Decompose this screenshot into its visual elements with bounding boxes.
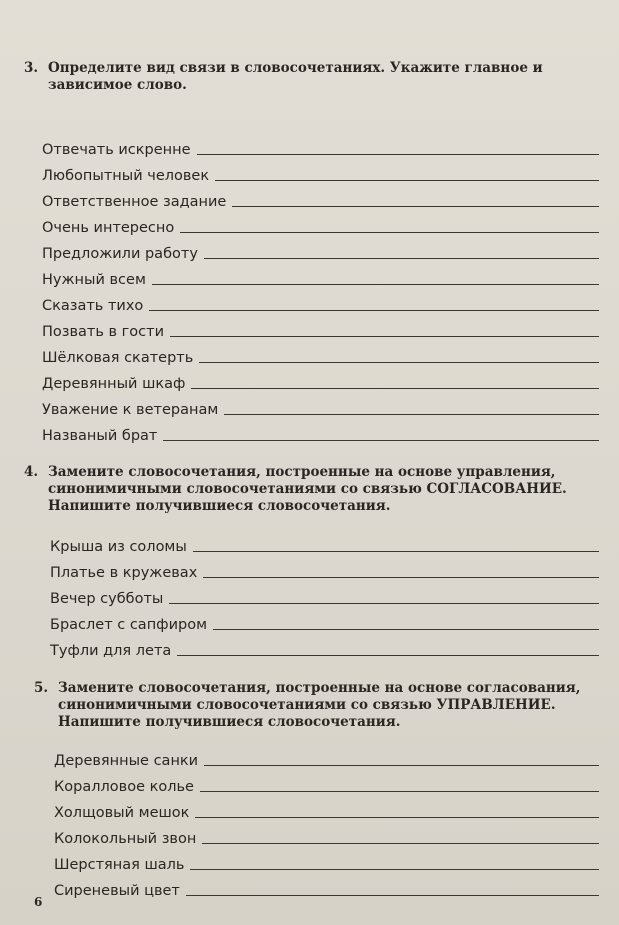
answer-row	[54, 847, 599, 873]
task-4	[24, 464, 599, 659]
phrase-label: Очень интересно	[42, 220, 175, 236]
answer-blank[interactable]	[203, 577, 599, 578]
phrase-label: Коралловое колье	[54, 779, 194, 795]
page-number: 6	[34, 895, 43, 909]
answer-row	[50, 555, 599, 581]
phrase-label: Отвечать искренне	[42, 142, 191, 158]
answer-blank[interactable]	[204, 765, 599, 766]
answer-blank[interactable]	[163, 440, 599, 441]
phrase-label: Туфли для лета	[50, 643, 172, 659]
phrase-label: Сиреневый цвет	[54, 883, 180, 899]
phrase-label: Уважение к ветеранам	[42, 402, 219, 418]
answer-blank[interactable]	[195, 817, 599, 818]
answer-blank[interactable]	[186, 895, 599, 896]
answer-row	[42, 132, 599, 158]
answer-blank[interactable]	[190, 869, 599, 870]
answer-row	[54, 769, 599, 795]
phrase-label: Деревянные санки	[54, 753, 199, 769]
task-number: 3.	[24, 60, 39, 76]
answer-blank[interactable]	[215, 180, 599, 181]
answer-blank[interactable]	[232, 206, 599, 207]
answer-row	[42, 314, 599, 340]
answer-blank[interactable]	[204, 258, 599, 259]
task-header	[24, 60, 599, 94]
phrase-label: Платье в кружевах	[50, 565, 198, 581]
answer-row	[42, 418, 599, 444]
answer-lines	[24, 529, 599, 659]
answer-blank[interactable]	[199, 362, 599, 363]
answer-blank[interactable]	[191, 388, 599, 389]
answer-blank[interactable]	[169, 603, 599, 604]
task-header	[34, 680, 599, 731]
task-question: Замените словосочетания, построенные на основе управления, синонимичными словосочетаниями со связью СОГЛАСОВАНИЕ. Напишите получившиеся словосочетания.	[48, 464, 567, 514]
task-header	[24, 464, 599, 515]
answer-row	[42, 262, 599, 288]
answer-blank[interactable]	[177, 655, 599, 656]
phrase-label: Нужный всем	[42, 272, 146, 288]
answer-row	[42, 392, 599, 418]
answer-blank[interactable]	[202, 843, 599, 844]
phrase-label: Крыша из соломы	[50, 539, 187, 555]
answer-lines	[24, 132, 599, 444]
answer-row	[54, 743, 599, 769]
phrase-label: Сказать тихо	[42, 298, 144, 314]
phrase-label: Названый брат	[42, 428, 158, 444]
answer-row	[42, 158, 599, 184]
task-number: 4.	[24, 464, 39, 480]
phrase-label: Позвать в гости	[42, 324, 165, 340]
phrase-label: Вечер субботы	[50, 591, 164, 607]
answer-blank[interactable]	[224, 414, 599, 415]
task-question: Определите вид связи в словосочетаниях. Укажите главное и зависимое слово.	[48, 60, 543, 93]
phrase-label: Предложили работу	[42, 246, 198, 262]
phrase-label: Браслет с сапфиром	[50, 617, 208, 633]
answer-blank[interactable]	[213, 629, 599, 630]
answer-row	[42, 210, 599, 236]
answer-row	[50, 607, 599, 633]
answer-blank[interactable]	[170, 336, 599, 337]
task-number: 5.	[34, 680, 49, 696]
answer-blank[interactable]	[197, 154, 599, 155]
answer-row	[42, 184, 599, 210]
phrase-label: Шерстяная шаль	[54, 857, 185, 873]
phrase-label: Колокольный звон	[54, 831, 197, 847]
answer-row	[54, 795, 599, 821]
task-3	[24, 60, 599, 444]
answer-row	[42, 288, 599, 314]
answer-row	[50, 633, 599, 659]
answer-lines	[34, 743, 599, 899]
answer-blank[interactable]	[152, 284, 599, 285]
answer-row	[42, 236, 599, 262]
answer-row	[42, 340, 599, 366]
phrase-label: Холщовый мешок	[54, 805, 190, 821]
phrase-label: Ответственное задание	[42, 194, 227, 210]
answer-blank[interactable]	[180, 232, 599, 233]
answer-row	[50, 529, 599, 555]
answer-blank[interactable]	[193, 551, 599, 552]
answer-row	[54, 873, 599, 899]
answer-blank[interactable]	[149, 310, 599, 311]
task-question: Замените словосочетания, построенные на основе согласования, синонимичными словосочетаниями со связью УПРАВЛЕНИЕ. Напишите получившиеся словосочетания.	[58, 680, 581, 730]
answer-row	[42, 366, 599, 392]
phrase-label: Любопытный человек	[42, 168, 210, 184]
answer-blank[interactable]	[200, 791, 599, 792]
phrase-label: Шёлковая скатерть	[42, 350, 194, 366]
answer-row	[50, 581, 599, 607]
task-5	[34, 680, 599, 899]
phrase-label: Деревянный шкаф	[42, 376, 186, 392]
answer-row	[54, 821, 599, 847]
